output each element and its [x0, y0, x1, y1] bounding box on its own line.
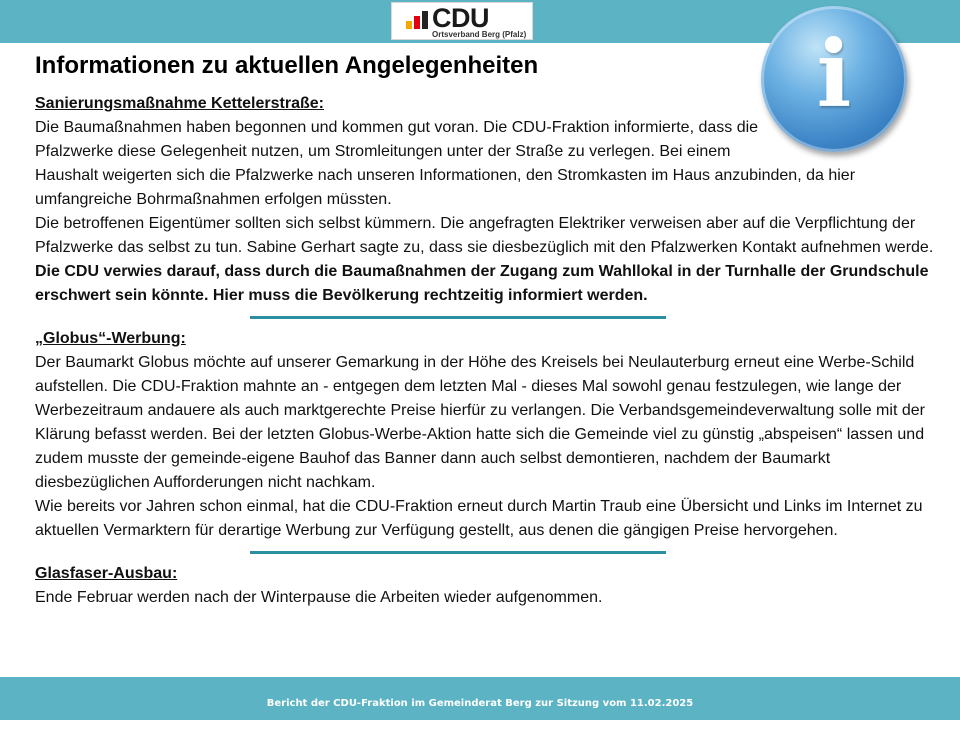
logo-subtitle: Ortsverband Berg (Pfalz): [432, 30, 527, 39]
logo-brand: CDU: [432, 3, 489, 33]
section-glasfaser: [35, 562, 935, 610]
icon-clearance: [765, 116, 935, 164]
section-heading: Sanierungsmaßnahme Kettelerstraße:: [35, 95, 324, 112]
footer: Bericht der CDU-Fraktion im Gemeinderat Berg zur Sitzung vom 11.02.2025: [0, 677, 960, 720]
section-divider: [250, 316, 666, 319]
section-paragraph: Der Baumarkt Globus möchte auf unserer Gemarkung in der Höhe des Kreisels bei Neulauterburg erneut eine Werbe-Schild aufstellen. Die CDU-Fraktion mahnte an - entgegen dem letzten Mal - dieses Mal sowohl genau festzulegen, wie lange der Werbezeitraum andauere als auch marktgerechte Preise hierfür zu verlangen. Die Verbandsgemeindeverwaltung solle mit der Klärung befasst werden. Bei der letzten Globus-Werbe-Aktion hatte sich die Gemeinde viel zu günstig „abspeisen“ lassen und zudem musste der gemeinde-eigene Bauhof das Banner dann auch selbst demontieren, nachdem der Baumarkt diesbezüglichen Aufforderungen nicht nachkam.: [35, 354, 925, 491]
section-heading: „Globus“-Werbung:: [35, 330, 186, 347]
section-kettelerstrasse: [35, 92, 935, 308]
section-paragraph: Die betroffenen Eigentümer sollten sich selbst kümmern. Die angefragten Elektriker verweisen aber auf die Verpflichtung der Pfalzwerke das selbst zu tun. Sabine Gerhart sagte zu, dass sie diesbezüglich mit den Pfalzwerken Kontakt aufnehmen werde.: [35, 215, 934, 256]
section-paragraph: Wie bereits vor Jahren schon einmal, hat die CDU-Fraktion erneut durch Martin Traub eine Übersicht und Links im Internet zu aktuellen Vermarktern für derartige Werbung zur Verfügung gestellt, aus denen die gängigen Preise hervorgehen.: [35, 498, 923, 539]
info-glyph: i: [816, 20, 852, 128]
section-divider: [250, 551, 666, 554]
section-heading: Glasfaser-Ausbau:: [35, 565, 178, 582]
section-paragraph-bold: Die CDU verwies darauf, dass durch die Baumaßnahmen der Zugang zum Wahllokal in der Turnhalle der Grundschule erschwert sein könnte. Hier muss die Bevölkerung rechtzeitig informiert werden.: [35, 263, 929, 304]
main-content: [35, 50, 935, 610]
section-paragraph: Ende Februar werden nach der Winterpause die Arbeiten wieder aufgenommen.: [35, 589, 603, 606]
logo-bars-icon: [406, 11, 430, 29]
cdu-logo: [391, 2, 533, 40]
page-title: Informationen zu aktuellen Angelegenheiten: [35, 52, 539, 79]
section-globus-werbung: [35, 327, 935, 543]
section-paragraph: Die Baumaßnahmen haben begonnen und kommen gut voran. Die CDU-Fraktion informierte, dass die Pfalzwerke diese Gelegenheit nutzen, um Stromleitungen unter der Straße zu verlegen. Bei einem Haushalt weigerten sich die Pfalzwerke nach unseren Informationen, den Stromkasten im Haus anzubinden, da hier umfangreiche Bohrmaßnahmen erfolgen müssten.: [35, 116, 935, 212]
